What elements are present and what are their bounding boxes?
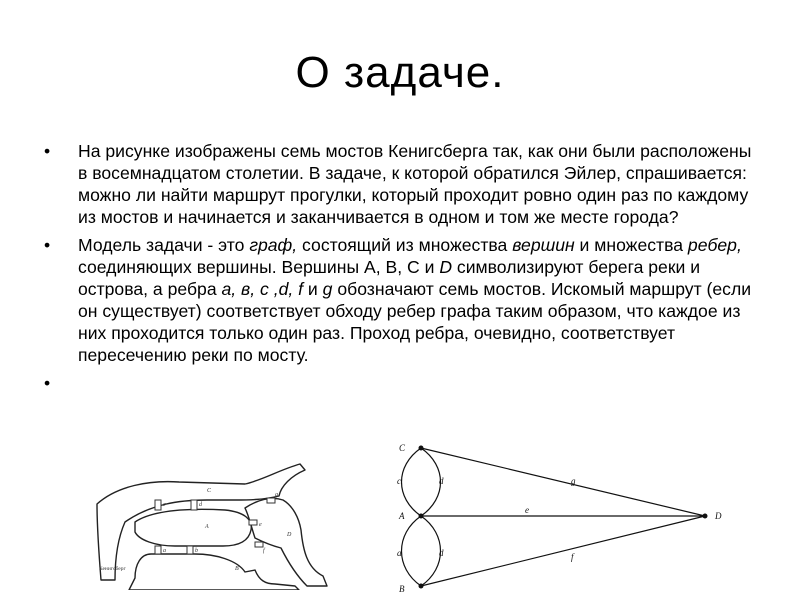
edge-label-c: c [397,476,401,486]
edge-a [402,516,422,586]
term-g: g [322,279,333,299]
edge-label-e: e [525,505,529,515]
edge-d-lower [421,516,441,586]
bridge-g [267,498,275,503]
slide-title: О задаче. [295,48,505,97]
bridge-c [155,500,161,510]
text-run: символизируют берега реки и острова, а ребра [78,257,701,299]
bridge-e [249,520,257,525]
edge-label-d-upper: d [439,476,444,486]
bridge-a [155,546,161,554]
text-run: обозначают семь мостов. Искомый маршрут (если он существует) соответствует обходу ребер графа таким образом, что каждое из них проходится только один раз. Проход ребра, очевидно, соответствует пересечению реки по мосту. [78,279,752,365]
term-graph: граф, [249,235,298,255]
map-caption: Кенигсберг [99,566,126,572]
term-d: D [439,257,453,277]
map-label-a: a [163,548,166,554]
map-island-a [135,509,251,546]
vertex-b [419,584,424,589]
map-region-b: B [235,566,239,572]
map-label-f: f [263,548,265,554]
term-edge-letters: a, в, c ,d, f [221,279,304,299]
bullet-marker: • [44,141,51,161]
edge-g [421,448,705,516]
vertex-label-b: B [399,584,405,594]
edge-label-g: g [571,476,576,486]
paragraph-model [40,234,760,366]
map-south-bank [129,554,299,590]
text-run: и [303,279,323,299]
map-label-g: g [275,492,278,498]
edge-d-upper [421,448,441,516]
term-vertices: вершин [512,235,575,255]
vertex-label-c: C [399,443,406,453]
paragraph-description [40,140,760,228]
map-label-c: c [163,502,166,508]
bridges-graph-figure [375,436,745,596]
bullet-marker: • [44,235,51,255]
map-label-d: d [199,502,202,508]
vertex-label-a: A [399,511,405,521]
map-label-b: b [195,548,198,554]
vertex-a [419,514,424,519]
edge-label-a: a [397,548,402,558]
term-edges: ребер, [687,235,742,255]
text-run: Модель задачи - это [78,235,250,255]
empty-bullet [40,372,760,394]
bridge-b [187,546,193,554]
map-region-d: D [287,532,292,538]
text-run: и множества [574,235,688,255]
bridge-f [255,542,263,547]
konigsberg-map-figure [95,460,335,590]
map-region-c: C [207,488,212,494]
vertex-label-d: D [715,511,722,521]
edge-f [421,516,705,586]
bullet-list [40,140,760,400]
vertex-c [419,446,424,451]
vertex-d [703,514,708,519]
edge-c [402,448,422,516]
edge-label-f: f [571,552,574,562]
edge-label-d-lower: d [439,548,444,558]
text-run: соединяющих вершины. Вершины А, В, С и [78,257,440,277]
paragraph-description-text: На рисунке изображены семь мостов Кенигсберга так, как они были расположены в восемнадцатом столетии. В задаче, к которой обратился Эйлер, спрашивается: можно ли найти маршрут прогулки, который проходит ровно один раз по каждому из мостов и начинается и заканчивается в одном и том же месте города? [78,141,752,227]
bridge-d [191,500,197,510]
bullet-marker: • [44,373,51,393]
map-label-e: e [259,522,262,528]
text-run: состоящий из множества [297,235,513,255]
map-region-a: A [205,524,209,530]
